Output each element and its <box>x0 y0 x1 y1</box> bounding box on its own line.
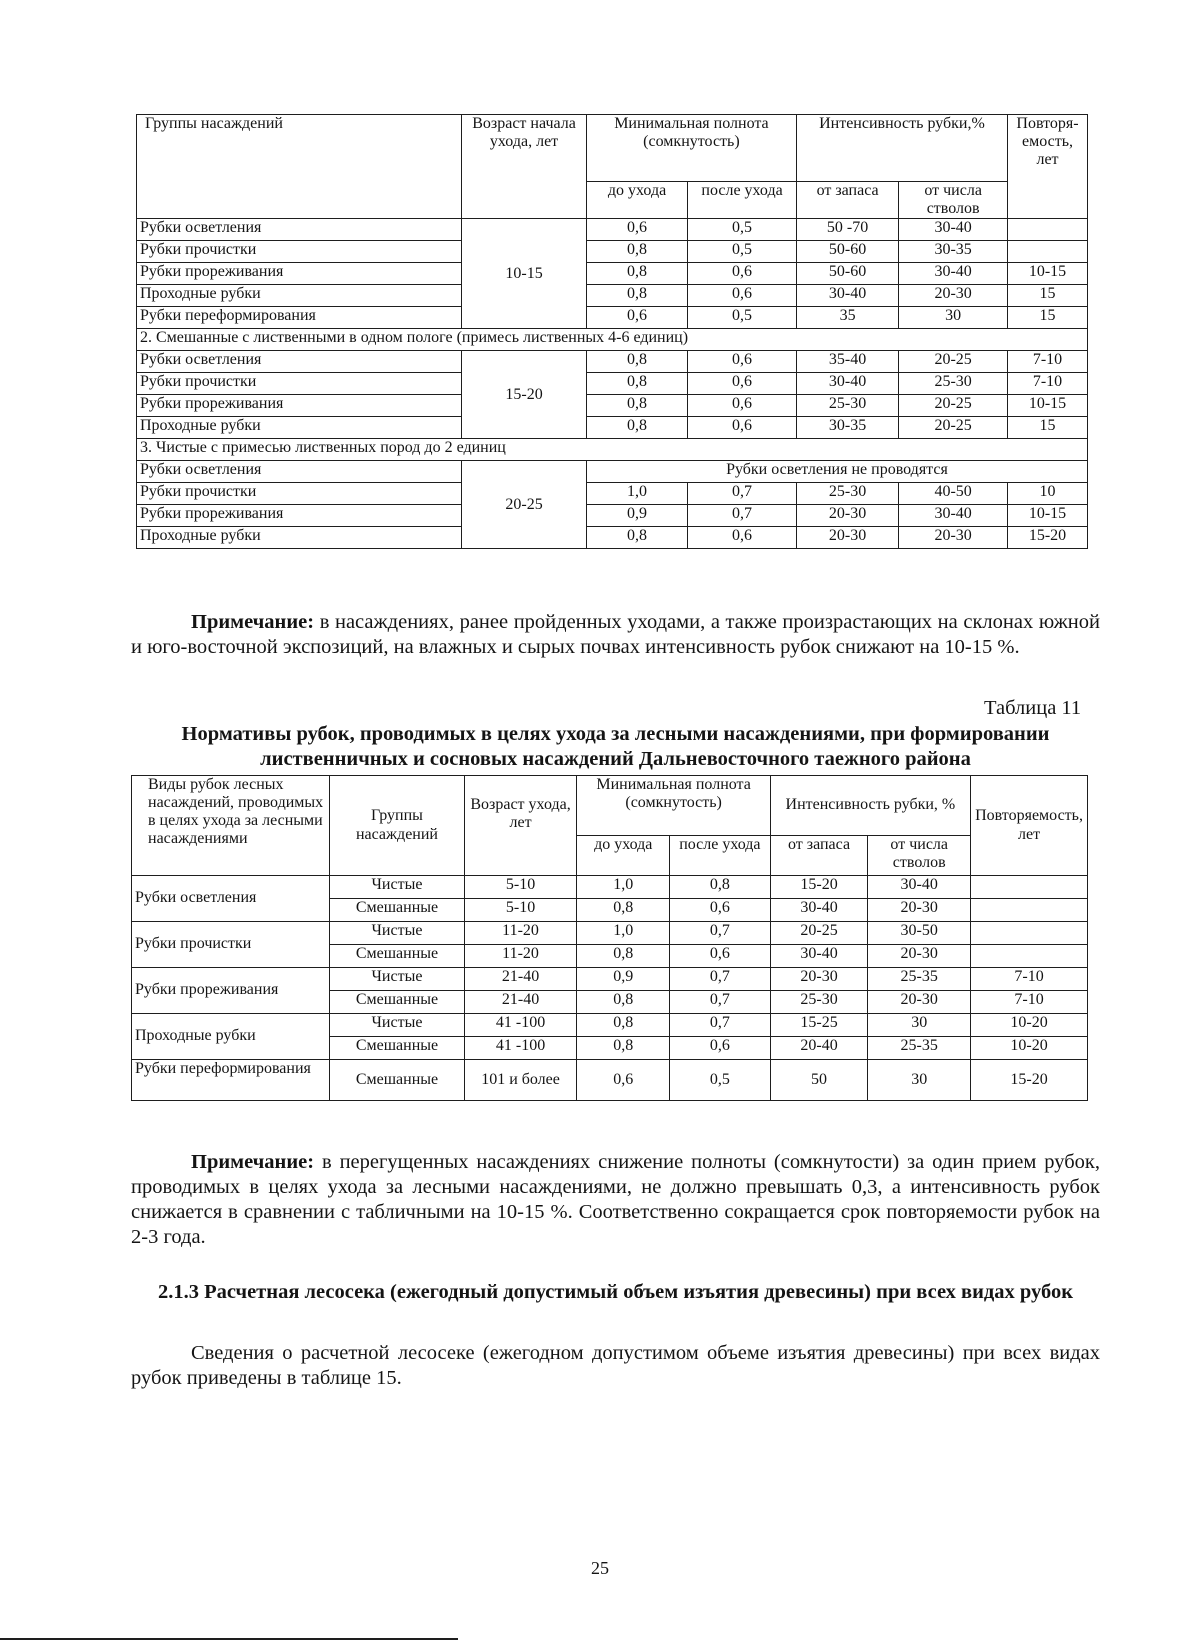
density-after: 0,6 <box>670 945 771 968</box>
density-after: 0,7 <box>670 922 771 945</box>
density-after: 0,7 <box>688 505 797 527</box>
repeat-cell: 15-20 <box>971 1060 1088 1101</box>
repeat-cell <box>1008 241 1088 263</box>
intensity-stock: 50-60 <box>796 263 898 285</box>
intensity-stock: 30-40 <box>796 285 898 307</box>
note-label: Примечание: <box>191 1151 315 1173</box>
row-name: Проходные рубки <box>137 285 462 307</box>
intensity-stems: 20-30 <box>868 945 971 968</box>
table-row <box>137 461 1088 483</box>
header-density-before: до ухода <box>586 182 687 219</box>
intensity-stems: 20-30 <box>899 527 1008 549</box>
intensity-stock: 15-25 <box>770 1014 868 1037</box>
density-before: 0,8 <box>577 945 670 968</box>
header-int-stock: от запаса <box>796 182 898 219</box>
row-name: Рубки прочистки <box>137 241 462 263</box>
header-group: Группы насаждений <box>330 776 464 876</box>
intensity-stems: 20-25 <box>899 395 1008 417</box>
group-cell: Чистые <box>330 922 464 945</box>
density-before: 0,8 <box>586 241 687 263</box>
age-cell: 41 -100 <box>464 1037 577 1060</box>
density-after: 0,5 <box>688 241 797 263</box>
intensity-stems: 30-40 <box>868 876 971 899</box>
intensity-stems: 25-35 <box>868 1037 971 1060</box>
intensity-stock: 30-35 <box>796 417 898 439</box>
age-cell: 21-40 <box>464 968 577 991</box>
intensity-stock: 20-30 <box>770 968 868 991</box>
table-row <box>137 373 1088 395</box>
intensity-stock: 50-60 <box>796 241 898 263</box>
density-after: 0,6 <box>670 899 771 922</box>
repeat-cell: 10-15 <box>1008 505 1088 527</box>
intensity-stems: 30 <box>868 1060 971 1101</box>
table-row <box>132 1014 1088 1037</box>
density-before: 0,8 <box>577 899 670 922</box>
intensity-stock: 50 <box>770 1060 868 1101</box>
row-name: Проходные рубки <box>137 417 462 439</box>
density-after: 0,6 <box>688 527 797 549</box>
density-before: 0,8 <box>577 991 670 1014</box>
intensity-stock: 30-40 <box>770 945 868 968</box>
density-before: 0,6 <box>577 1060 670 1101</box>
section-title: 3. Чистые с примесью лиственных пород до 2 единиц <box>137 439 1088 461</box>
density-after: 0,5 <box>688 307 797 329</box>
row-name: Проходные рубки <box>137 527 462 549</box>
intensity-stems: 25-30 <box>899 373 1008 395</box>
header-kind: Виды рубок лесных насаждений, проводимых в целях ухода за лесными насаждениями <box>132 776 330 876</box>
group-cell: Чистые <box>330 876 464 899</box>
header-age: Возраст начала ухода, лет <box>462 115 587 219</box>
header-density-before: до ухода <box>577 836 670 876</box>
intensity-stems: 30 <box>899 307 1008 329</box>
table-row <box>132 876 1088 899</box>
density-after: 0,7 <box>670 968 771 991</box>
table-row <box>137 395 1088 417</box>
table-row <box>137 307 1088 329</box>
group-cell: Смешанные <box>330 1060 464 1101</box>
intensity-stock: 20-25 <box>770 922 868 945</box>
density-before: 1,0 <box>577 876 670 899</box>
table-title: Нормативы рубок, проводимых в целях ухода за лесными насаждениями, при формировании лиственничных и сосновых насаждений Дальневосточного таежного района <box>181 723 1050 770</box>
density-before: 0,6 <box>586 307 687 329</box>
density-after: 0,8 <box>670 876 771 899</box>
density-after: 0,5 <box>688 219 797 241</box>
density-after: 0,7 <box>670 1014 771 1037</box>
density-after: 0,5 <box>670 1060 771 1101</box>
density-before: 0,8 <box>577 1037 670 1060</box>
age-cell: 11-20 <box>464 922 577 945</box>
density-after: 0,6 <box>688 263 797 285</box>
intensity-stock: 25-30 <box>770 991 868 1014</box>
header-int-stems: от числа стволов <box>899 182 1008 219</box>
table-row <box>137 285 1088 307</box>
table-number: Таблица 11 <box>984 697 1082 719</box>
row-name: Рубки осветления <box>137 351 462 373</box>
repeat-cell: 15 <box>1008 417 1088 439</box>
repeat-cell: 15-20 <box>1008 527 1088 549</box>
group-cell: Смешанные <box>330 991 464 1014</box>
kind-cell: Рубки прочистки <box>132 922 330 968</box>
kind-cell: Проходные рубки <box>132 1014 330 1060</box>
density-before: 0,8 <box>586 417 687 439</box>
section-paragraph: Сведения о расчетной лесосеке (ежегодном допустимом объеме изъятия древесины) при всех видах рубок приведены в таблице 15. <box>131 1342 1100 1389</box>
kind-cell: Рубки осветления <box>132 876 330 922</box>
repeat-cell <box>1008 219 1088 241</box>
thinning-norms-table-1 <box>136 114 1088 549</box>
density-before: 0,9 <box>586 505 687 527</box>
row-name: Рубки осветления <box>137 219 462 241</box>
table-row <box>137 219 1088 241</box>
intensity-stems: 20-25 <box>899 351 1008 373</box>
age-cell: 15-20 <box>462 351 587 439</box>
intensity-stock: 25-30 <box>796 395 898 417</box>
intensity-stems: 20-25 <box>899 417 1008 439</box>
repeat-cell: 7-10 <box>1008 373 1088 395</box>
row-name: Рубки прочистки <box>137 483 462 505</box>
table-row <box>137 241 1088 263</box>
header-density: Минимальная полнота (сомкнутость) <box>577 776 770 836</box>
intensity-stock: 20-40 <box>770 1037 868 1060</box>
intensity-stems: 25-35 <box>868 968 971 991</box>
density-after: 0,6 <box>688 351 797 373</box>
density-before: 0,8 <box>586 263 687 285</box>
header-repeat: Повторяемость, лет <box>971 776 1088 876</box>
group-cell: Чистые <box>330 1014 464 1037</box>
repeat-cell: 7-10 <box>971 968 1088 991</box>
repeat-cell: 7-10 <box>971 991 1088 1014</box>
repeat-cell: 10-20 <box>971 1014 1088 1037</box>
intensity-stock: 35 <box>796 307 898 329</box>
density-after: 0,6 <box>688 373 797 395</box>
repeat-cell: 10-15 <box>1008 395 1088 417</box>
header-density: Минимальная полнота (сомкнутость) <box>586 115 796 182</box>
row-name: Рубки прочистки <box>137 373 462 395</box>
repeat-cell <box>971 876 1088 899</box>
section-row <box>137 329 1088 351</box>
density-before: 1,0 <box>577 922 670 945</box>
header-int-stems: от числа стволов <box>868 836 971 876</box>
group-cell: Смешанные <box>330 899 464 922</box>
repeat-cell <box>971 922 1088 945</box>
density-before: 0,8 <box>586 395 687 417</box>
age-cell: 20-25 <box>462 461 587 549</box>
kind-cell: Рубки прореживания <box>132 968 330 1014</box>
page-number: 25 <box>591 1558 609 1578</box>
age-cell: 5-10 <box>464 899 577 922</box>
header-density-after: после ухода <box>688 182 797 219</box>
note-text: в насаждениях, ранее пройденных уходами, а также произрастающих на склонах южной и юго-восточной экспозиций, на влажных и сырых почвах интенсивность рубок снижают на 10-15 %. <box>131 611 1100 658</box>
header-int-stock: от запаса <box>770 836 868 876</box>
table-row <box>132 1060 1088 1101</box>
header-density-after: после ухода <box>670 836 771 876</box>
intensity-stock: 50 -70 <box>796 219 898 241</box>
density-before: 1,0 <box>586 483 687 505</box>
note-paragraph-2 <box>131 1150 1100 1250</box>
row-name: Рубки переформирования <box>137 307 462 329</box>
table-row <box>137 417 1088 439</box>
density-before: 0,8 <box>586 373 687 395</box>
row-name: Рубки осветления <box>137 461 462 483</box>
intensity-stock: 35-40 <box>796 351 898 373</box>
age-cell: 5-10 <box>464 876 577 899</box>
table-row <box>132 968 1088 991</box>
repeat-cell: 10-20 <box>971 1037 1088 1060</box>
repeat-cell: 15 <box>1008 285 1088 307</box>
repeat-cell: 10-15 <box>1008 263 1088 285</box>
note-label: Примечание: <box>191 611 315 633</box>
repeat-cell <box>971 899 1088 922</box>
section-title: 2. Смешанные с лиственными в одном пологе (примесь лиственных 4-6 единиц) <box>137 329 1088 351</box>
row-name: Рубки прореживания <box>137 263 462 285</box>
table-row <box>137 263 1088 285</box>
density-after: 0,6 <box>688 395 797 417</box>
repeat-cell: 10 <box>1008 483 1088 505</box>
age-cell: 10-15 <box>462 219 587 329</box>
group-cell: Смешанные <box>330 1037 464 1060</box>
header-intensity: Интенсивность рубки,% <box>796 115 1007 182</box>
intensity-stock: 30-40 <box>770 899 868 922</box>
note-cell: Рубки осветления не проводятся <box>586 461 1087 483</box>
density-after: 0,6 <box>688 285 797 307</box>
intensity-stems: 30-50 <box>868 922 971 945</box>
intensity-stock: 20-30 <box>796 505 898 527</box>
density-after: 0,7 <box>688 483 797 505</box>
density-before: 0,8 <box>586 527 687 549</box>
header-group: Группы насаждений <box>137 115 462 219</box>
density-before: 0,8 <box>577 1014 670 1037</box>
intensity-stems: 30-40 <box>899 219 1008 241</box>
note-text: в перегущенных насаждениях снижение полноты (сомкнутости) за один прием рубок, проводимых в целях ухода за лесными насаждениями, не должно превышать 0,3, а интенсивность рубок снижается в сравнении с табличными на 10-15 %. Соответственно сокращается срок повторяемости рубок на 2-3 года. <box>131 1151 1100 1248</box>
repeat-cell: 15 <box>1008 307 1088 329</box>
density-before: 0,8 <box>586 351 687 373</box>
group-cell: Смешанные <box>330 945 464 968</box>
intensity-stock: 25-30 <box>796 483 898 505</box>
intensity-stems: 20-30 <box>868 991 971 1014</box>
footer-rule <box>0 1638 458 1640</box>
intensity-stock: 20-30 <box>796 527 898 549</box>
intensity-stock: 30-40 <box>796 373 898 395</box>
header-repeat: Повторя- емость, лет <box>1008 115 1088 219</box>
density-after: 0,6 <box>688 417 797 439</box>
table-row <box>137 351 1088 373</box>
table-row <box>132 922 1088 945</box>
table-row <box>137 505 1088 527</box>
age-cell: 101 и более <box>464 1060 577 1101</box>
intensity-stems: 20-30 <box>899 285 1008 307</box>
row-name: Рубки прореживания <box>137 505 462 527</box>
repeat-cell <box>971 945 1088 968</box>
header-intensity: Интенсивность рубки, % <box>770 776 970 836</box>
group-cell: Чистые <box>330 968 464 991</box>
intensity-stems: 30-40 <box>899 263 1008 285</box>
intensity-stems: 20-30 <box>868 899 971 922</box>
section-row <box>137 439 1088 461</box>
header-age: Возраст ухода, лет <box>464 776 577 876</box>
density-after: 0,7 <box>670 991 771 1014</box>
age-cell: 11-20 <box>464 945 577 968</box>
repeat-cell: 7-10 <box>1008 351 1088 373</box>
row-name: Рубки прореживания <box>137 395 462 417</box>
intensity-stems: 40-50 <box>899 483 1008 505</box>
kind-cell: Рубки переформирования <box>132 1060 330 1101</box>
density-before: 0,9 <box>577 968 670 991</box>
table-row <box>137 527 1088 549</box>
intensity-stems: 30-40 <box>899 505 1008 527</box>
section-heading: 2.1.3 Расчетная лесосека (ежегодный допустимый объем изъятия древесины) при всех видах рубок <box>157 1281 1074 1303</box>
note-paragraph-1 <box>131 610 1100 660</box>
intensity-stock: 15-20 <box>770 876 868 899</box>
intensity-stems: 30 <box>868 1014 971 1037</box>
density-before: 0,6 <box>586 219 687 241</box>
table-row <box>137 483 1088 505</box>
density-before: 0,8 <box>586 285 687 307</box>
intensity-stems: 30-35 <box>899 241 1008 263</box>
thinning-norms-table-2 <box>131 775 1088 1101</box>
density-after: 0,6 <box>670 1037 771 1060</box>
age-cell: 41 -100 <box>464 1014 577 1037</box>
age-cell: 21-40 <box>464 991 577 1014</box>
